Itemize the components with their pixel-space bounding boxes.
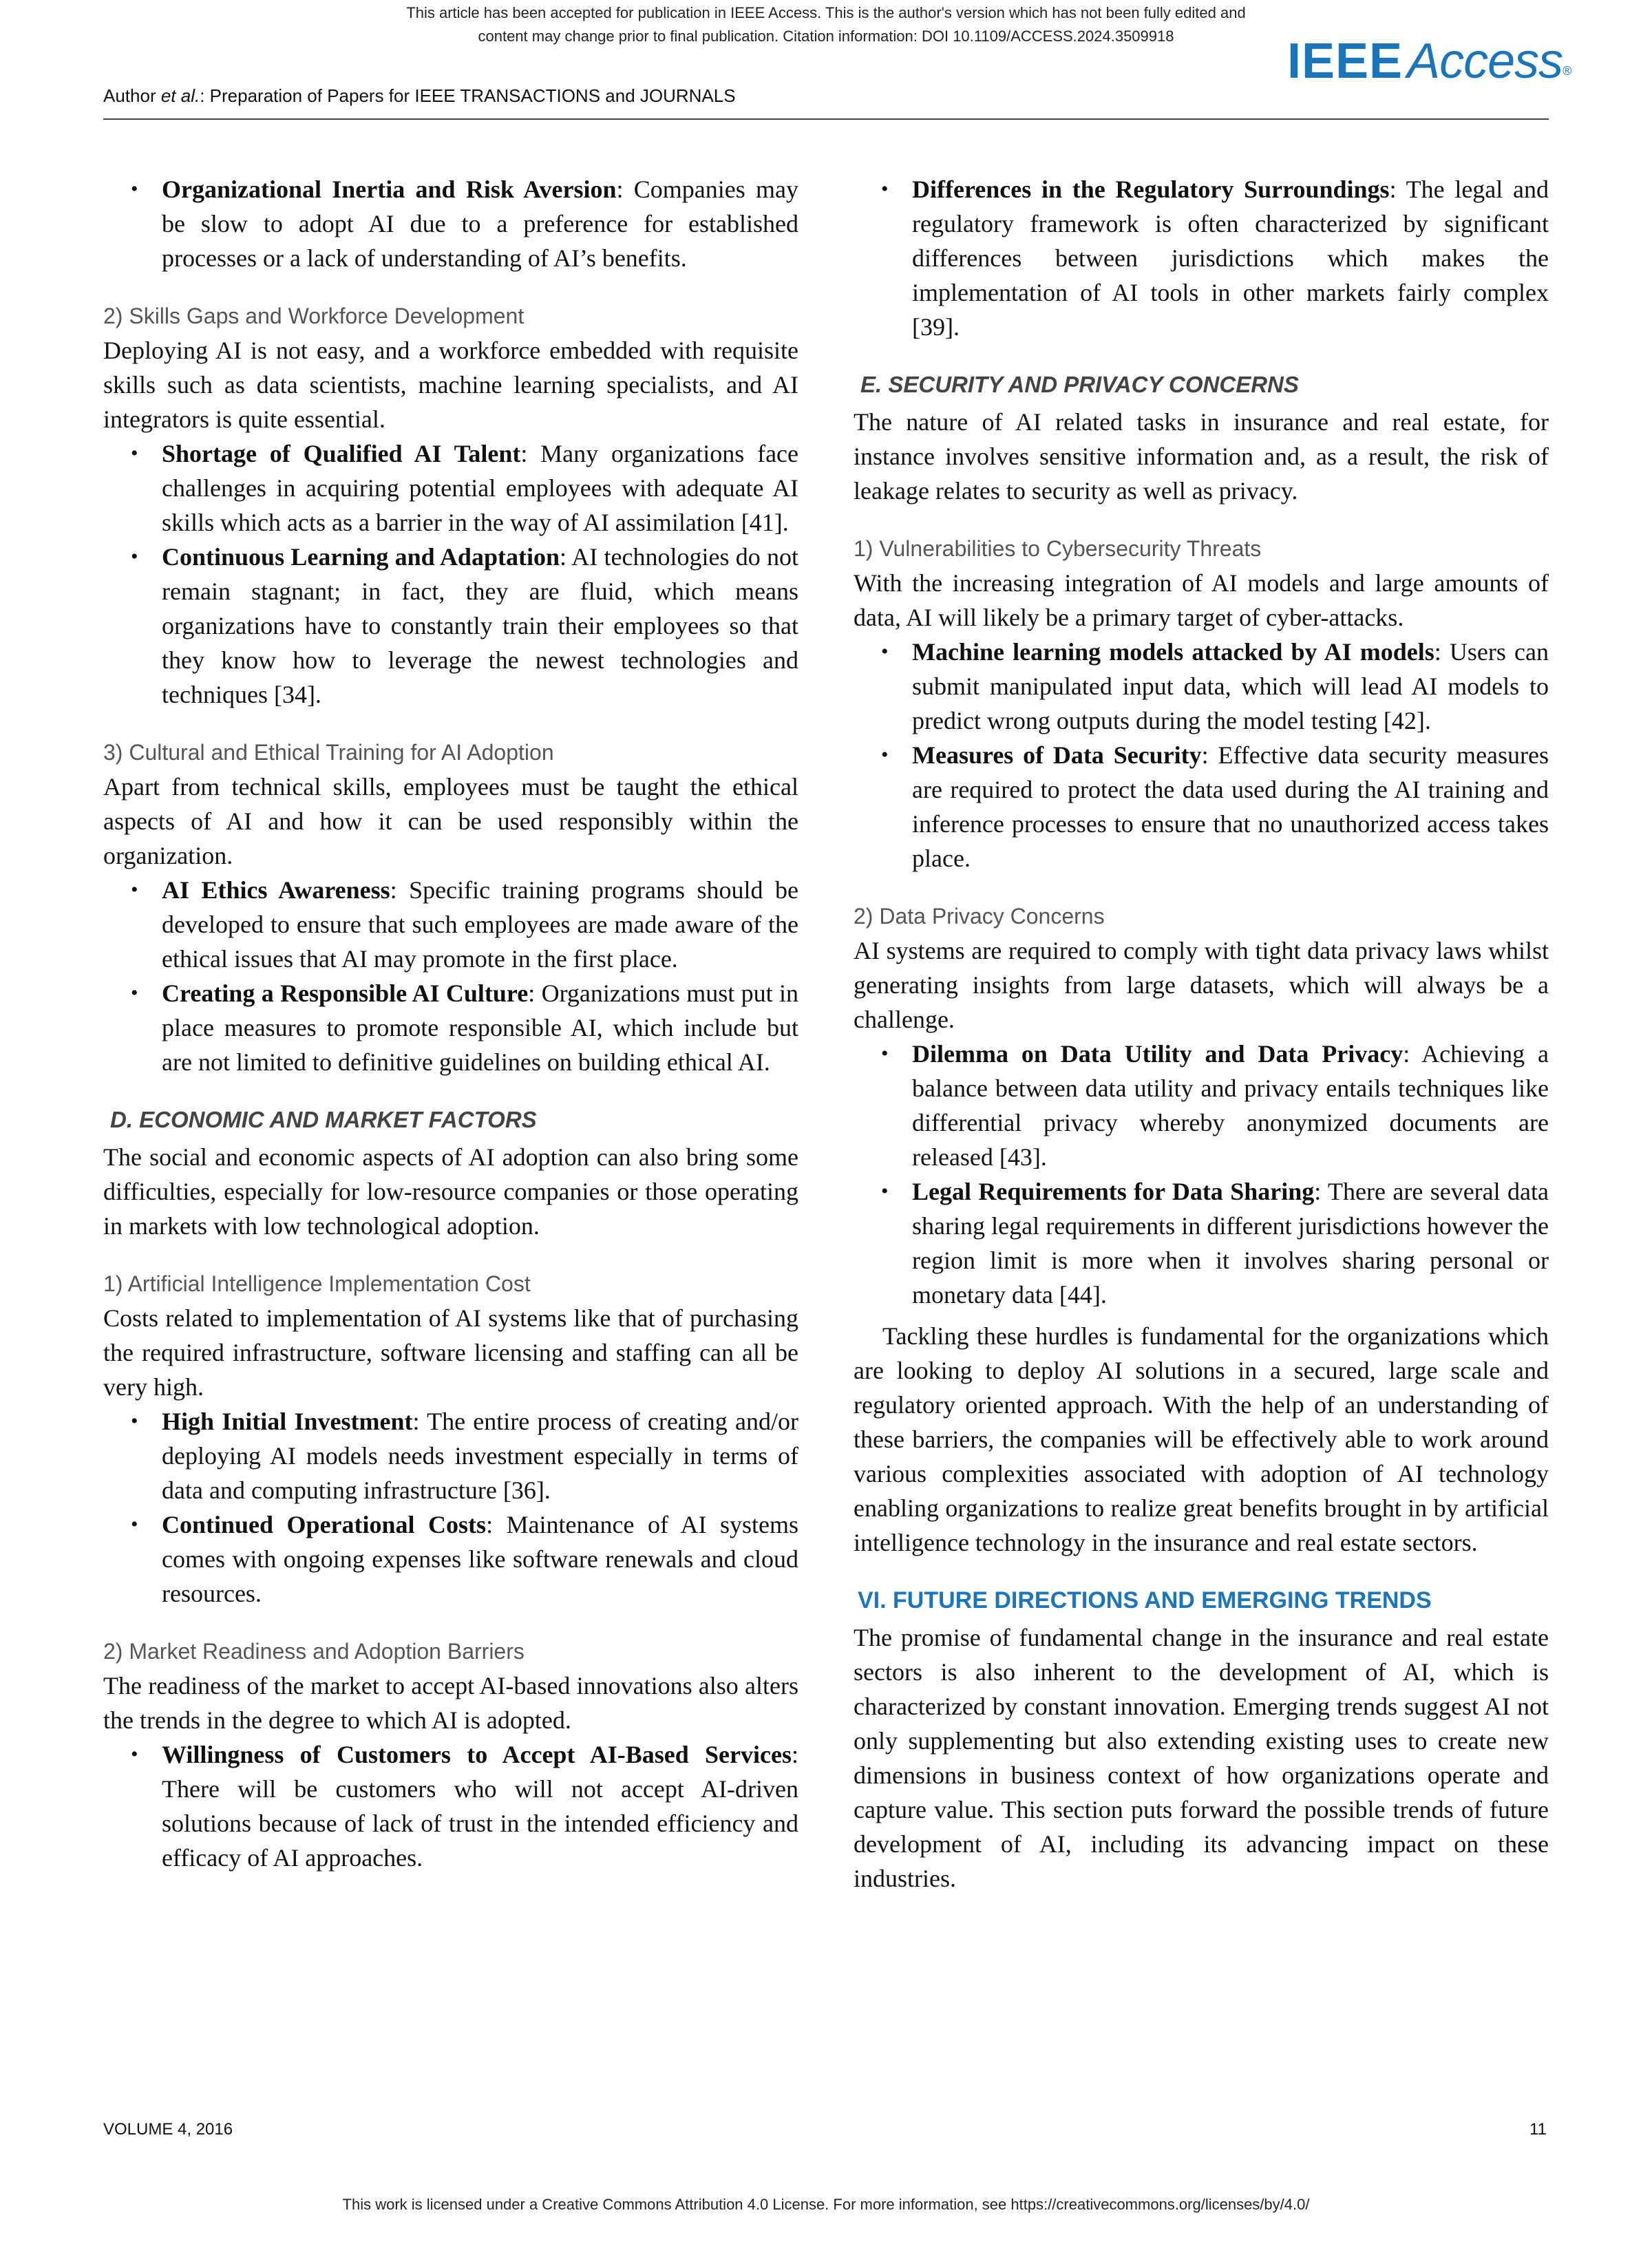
bullet-icon: • [131,878,138,901]
paragraph-cost: Costs related to implementation of AI systems like that of purchasing the required infrastructure, software licensing and staffing can all be very high. [103,1304,798,1401]
bullet-willingness [103,1737,798,1875]
bullet-list [103,172,798,275]
bullet-term: AI Ethics Awareness [162,876,390,904]
bullet-list [103,436,798,712]
bullet-icon: • [131,1743,138,1766]
bullet-icon: • [131,1410,138,1432]
bullet-icon: • [131,442,138,465]
bullet-text: : Users can submit manipulated input data, which will lead AI models to predict wrong outputs during the model testing [42]. [912,638,1549,734]
bullet-text: : AI technologies do not remain stagnant; in fact, they are fluid, which means organizations have to constantly train their employees so that they know how to leverage the newest technologies and techniques [34]. [162,543,798,708]
header-rule [103,118,1549,120]
bullet-term: Continuous Learning and Adaptation [162,543,560,571]
bullet-text: : There will be customers who will not accept AI-driven solutions because of lack of trust in the intended efficiency and efficacy of AI approaches. [162,1741,798,1872]
bullet-list [103,873,798,1079]
logo-registered-mark: ® [1563,64,1572,78]
bullet-icon: • [131,982,138,1004]
license-notice: This work is licensed under a Creative Commons Attribution 4.0 License. For more information, see https://creativecommons.org/licenses/by/4.0/ [342,2196,1310,2213]
paragraph-skills: Deploying AI is not easy, and a workforce embedded with requisite skills such as data scientists, machine learning specialists, and AI integrators is quite essential. [103,337,798,433]
volume-label: VOLUME 4, 2016 [103,2120,233,2139]
subsection-heading-cost: 1) Artificial Intelligence Implementation Cost [103,1271,531,1296]
right-column [854,172,1549,1896]
bullet-talent [103,436,798,540]
bullet-list [854,172,1549,344]
bullet-culture [103,976,798,1079]
subsection-heading-market: 2) Market Readiness and Adoption Barriers [103,1639,525,1664]
bullet-investment [103,1404,798,1507]
bullet-text: : Effective data security measures are required to protect the data used during the AI training and inference processes to ensure that no unauthorized access takes place. [912,741,1549,872]
bullet-regulatory [854,172,1549,344]
subsection-heading-privacy: 2) Data Privacy Concerns [854,904,1105,929]
bullet-inertia [103,172,798,275]
page-number: 11 [1529,2120,1547,2139]
subsection-heading-cultural: 3) Cultural and Ethical Training for AI Adoption [103,740,554,765]
publication-notice-line-2: content may change prior to final publication. Citation information: DOI 10.1109/ACCESS.2024.3509918 [478,28,1174,45]
bullet-term: Creating a Responsible AI Culture [162,979,529,1007]
bullet-text: : Achieving a balance between data utility and privacy entails techniques like differential privacy whereby anonymized documents are released [43]. [912,1040,1549,1171]
section-heading-security: E. SECURITY AND PRIVACY CONCERNS [860,372,1299,397]
bullet-term: Machine learning models attacked by AI models [912,638,1434,666]
bullet-text: : Specific training programs should be developed to ensure that such employees are made aware of the ethical issues that AI may promote in the first place. [162,876,798,973]
bullet-legal [854,1174,1549,1312]
bullet-list [103,1404,798,1611]
bullet-text: : The entire process of creating and/or deploying AI models needs investment especially in terms of data and computing infrastructure [36]. [162,1408,798,1504]
running-etal: et al. [160,85,200,106]
bullet-text: : The legal and regulatory framework is often characterized by significant differences between jurisdictions which makes the implementation of AI tools in other markets fairly complex [39]. [912,176,1549,341]
paragraph-economic: The social and economic aspects of AI adoption can also bring some difficulties, especially for low-resource companies or those operating in markets with low technological adoption. [103,1143,798,1240]
logo-ieee: IEEE [1287,34,1404,89]
bullet-text: : Organizations must put in place measures to promote responsible AI, which include but are not limited to definitive guidelines on building ethical AI. [162,979,798,1076]
paragraph-security: The nature of AI related tasks in insurance and real estate, for instance involves sensitive information and, as a result, the risk of leakage relates to security as well as privacy. [854,408,1549,505]
bullet-term: Dilemma on Data Utility and Data Privacy [912,1040,1404,1068]
bullet-term: High Initial Investment [162,1408,413,1435]
bullet-text: : There are several data sharing legal requirements in different jurisdictions however the region limit is more when it involves sharing personal or monetary data [44]. [912,1178,1549,1309]
bullet-term: Organizational Inertia and Risk Aversion [162,176,617,203]
paragraph-tackling: Tackling these hurdles is fundamental for the organizations which are looking to deploy AI solutions in a secured, large scale and regulatory oriented approach. With the help of an understanding of these barriers, the companies will be effectively able to work around various complexities associated with adoption of AI technology enabling organizations to realize great benefits brought in by artificial intelligence technology in the insurance and real estate sectors. [854,1322,1549,1556]
bullet-icon: • [131,545,138,568]
left-column [103,172,798,1875]
bullet-term: Measures of Data Security [912,741,1202,769]
bullet-icon: • [881,1180,889,1203]
running-title: : Preparation of Papers for IEEE TRANSACTIONS and JOURNALS [200,85,736,106]
bullet-text: : Many organizations face challenges in acquiring potential employees with adequate AI skills which acts as a barrier in the way of AI assimilation [41]. [162,440,799,536]
paragraph-market: The readiness of the market to accept AI-based innovations also alters the trends in the degree to which AI is adopted. [103,1672,798,1734]
paragraph-vulnerabilities: With the increasing integration of AI models and large amounts of data, AI will likely be a primary target of cyber-attacks. [854,569,1549,631]
bullet-icon: • [131,1513,138,1536]
bullet-ethics [103,873,798,976]
bullet-attacked-models [854,635,1549,738]
paragraph-future: The promise of fundamental change in the insurance and real estate sectors is also inherent to the development of AI, which is characterized by constant innovation. Emerging trends suggest AI not only supplementing but also extending existing uses to create new dimensions in business context of how organizations operate and capture value. This section puts forward the possible trends of future development of AI, including its advancing impact on these industries. [854,1624,1549,1892]
bullet-list [854,1037,1549,1312]
running-author: Author [103,85,161,106]
section-heading-future: VI. FUTURE DIRECTIONS AND EMERGING TRENDS [858,1587,1432,1613]
bullet-icon: • [131,178,138,200]
bullet-term: Differences in the Regulatory Surroundings [912,176,1390,203]
bullet-operational-costs [103,1507,798,1611]
bullet-list [854,635,1549,876]
bullet-term: Continued Operational Costs [162,1511,487,1538]
paragraph-cultural: Apart from technical skills, employees must be taught the ethical aspects of AI and how it can be used responsibly within the organization. [103,773,798,869]
bullet-dilemma [854,1037,1549,1174]
section-heading-economic: D. ECONOMIC AND MARKET FACTORS [110,1107,537,1132]
bullet-term: Shortage of Qualified AI Talent [162,440,521,467]
bullet-learning [103,540,798,712]
subsection-heading-vulnerabilities: 1) Vulnerabilities to Cybersecurity Threats [854,536,1262,561]
bullet-data-security [854,738,1549,876]
bullet-text: : Companies may be slow to adopt AI due to a preference for established processes or a lack of understanding of AI’s benefits. [162,176,798,272]
bullet-icon: • [881,1042,889,1065]
logo-access: Access [1407,34,1563,89]
publication-notice-line-1: This article has been accepted for publication in IEEE Access. This is the author's version which has not been fully edited and [406,4,1246,21]
paragraph-privacy: AI systems are required to comply with tight data privacy laws whilst generating insights from large datasets, which will always be a challenge. [854,937,1549,1033]
bullet-text: : Maintenance of AI systems comes with ongoing expenses like software renewals and cloud resources. [162,1511,798,1607]
subsection-heading-skills: 2) Skills Gaps and Workforce Development [103,304,525,328]
ieee-access-logo [1287,30,1571,92]
bullet-icon: • [881,640,889,663]
bullet-icon: • [881,743,889,766]
bullet-term: Willingness of Customers to Accept AI-Based Services [162,1741,792,1768]
bullet-icon: • [881,178,889,200]
running-header [103,85,736,107]
bullet-term: Legal Requirements for Data Sharing [912,1178,1315,1205]
bullet-list [103,1737,798,1875]
